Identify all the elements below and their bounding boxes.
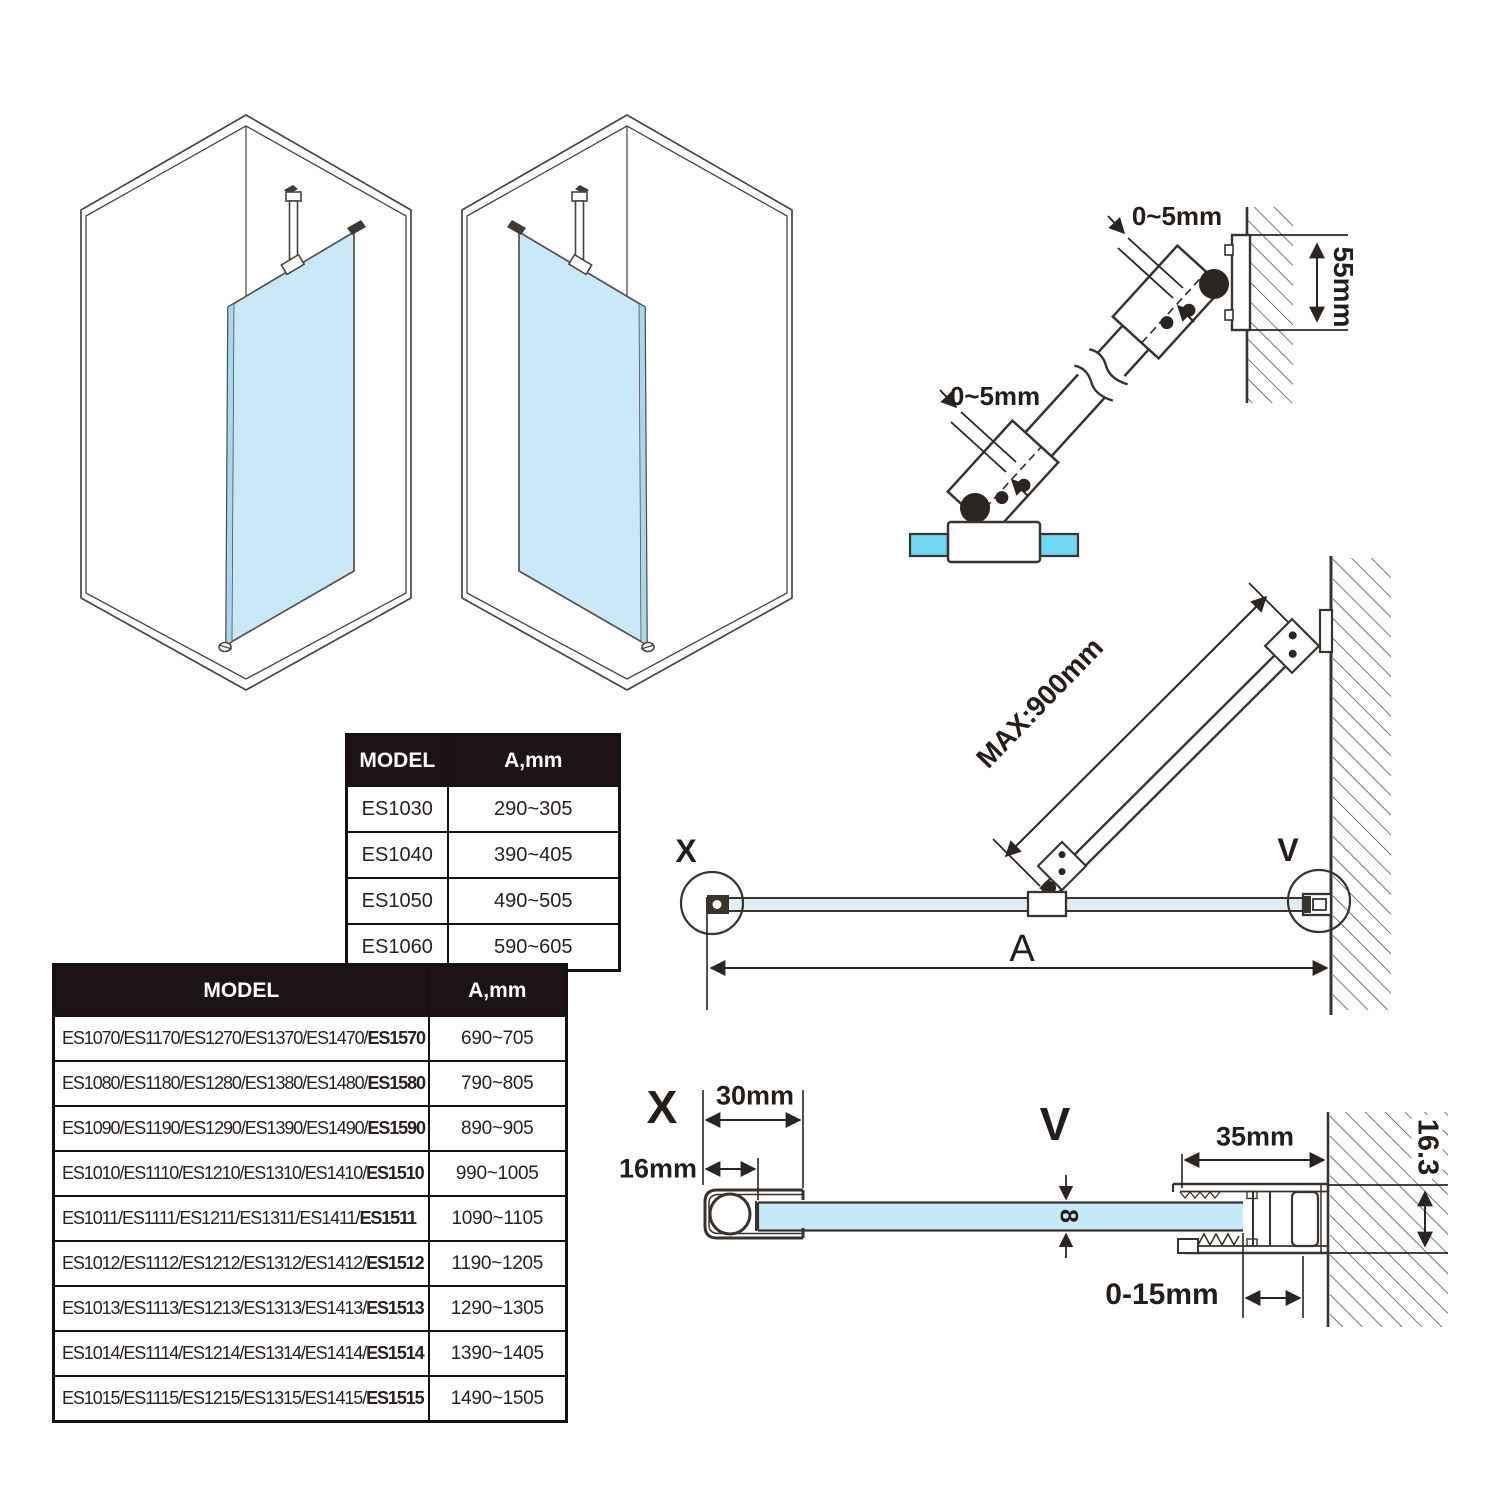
dim-label-8: 8 [1054,1209,1083,1223]
column-header-a: A,mm [429,965,567,1017]
a-cell: 1390~1405 [429,1331,567,1376]
table-row [54,1376,567,1422]
models-table-small [345,733,621,972]
dim-label-0-15mm: 0-15mm [1105,1278,1219,1311]
dim-label-a: A [1009,928,1035,970]
model-cell: ES1012/ES1112/ES1212/ES1312/ES1412/ES1512 [54,1241,429,1286]
a-cell: 590~605 [448,924,620,971]
glass-clamp-plan [1028,892,1066,916]
dim-label-max900: MAX:900mm [970,631,1110,774]
model-cell: ES1011/ES1111/ES1211/ES1311/ES1411/ES1511 [54,1196,429,1241]
a-cell: 490~505 [448,878,620,924]
a-cell: 1190~1205 [429,1241,567,1286]
model-cell: ES1080/ES1180/ES1280/ES1380/ES1480/ES1580 [54,1061,429,1106]
table-row [54,1286,567,1331]
a-cell: 1490~1505 [429,1376,567,1422]
detail-x-title: X [646,1081,678,1133]
floor-foot [219,643,232,652]
a-cell: 690~705 [429,1016,567,1061]
model-cell: ES1090/ES1190/ES1290/ES1390/ES1490/ES1590 [54,1106,429,1151]
a-cell: 390~405 [448,832,620,878]
dim-max900 [993,583,1299,886]
table-row [54,1151,567,1196]
glass-panel [219,220,366,652]
dim-label-gap-top: 0~5mm [1131,201,1223,231]
plan-view [650,550,1450,1030]
model-cell: ES1050 [347,878,448,924]
wall-hatch [1333,558,1391,1010]
iso-view-left [81,100,421,700]
model-cell: ES1070/ES1170/ES1270/ES1370/ES1470/ES1570 [54,1016,429,1061]
glass-band [758,1203,1243,1231]
wall-profile-v [1303,894,1331,915]
a-cell: 1290~1305 [429,1286,567,1331]
pivot-bolt-upper [1199,269,1229,299]
detail-v-title: V [1039,1098,1071,1150]
model-cell: ES1013/ES1113/ES1213/ES1313/ES1413/ES1513 [54,1286,429,1331]
models-table-large [52,963,568,1423]
table-row [54,1241,567,1286]
end-cap-x [707,895,729,914]
table-row [54,1331,567,1376]
table-row [54,1196,567,1241]
model-cell: ES1040 [347,832,448,878]
column-header-model: MODEL [347,735,448,787]
table-row [54,1106,567,1151]
wall-plate [1320,610,1332,652]
model-cell: ES1015/ES1115/ES1215/ES1315/ES1415/ES1515 [54,1376,429,1422]
table-row [347,878,620,924]
column-header-model: MODEL [54,965,429,1017]
dim-label-gap-bottom: 0~5mm [949,381,1041,411]
column-header-a: A,mm [448,735,620,787]
dim-label-35mm: 35mm [1215,1121,1295,1152]
table-row [347,786,620,832]
table-row [54,1061,567,1106]
wall-profile-cap [347,220,366,235]
a-cell: 790~805 [429,1061,567,1106]
model-cell: ES1014/ES1114/ES1214/ES1314/ES1414/ES1514 [54,1331,429,1376]
a-cell: 890~905 [429,1106,567,1151]
dim-label-163: 16.3 [1412,1115,1443,1179]
a-cell: 990~1005 [429,1151,567,1196]
marker-v: V [1277,832,1299,868]
marker-x: X [675,833,697,869]
model-cell: ES1060 [347,924,448,971]
table-row [347,832,620,878]
model-cell: ES1010/ES1110/ES1210/ES1310/ES1410/ES1510 [54,1151,429,1196]
table-row [54,1016,567,1061]
a-cell: 1090~1105 [429,1196,567,1241]
glass-panel-plan [707,898,1331,911]
dim-label-30mm: 30mm [715,1080,795,1111]
pivot-bolt-lower [960,493,990,523]
model-cell: ES1030 [347,786,448,832]
wall-hatch [1247,207,1293,403]
dim-label-16mm: 16mm [618,1153,698,1184]
ceiling-support-bar [281,185,304,274]
a-cell: 290~305 [448,786,620,832]
dim-label-55mm: 55mm [1328,246,1359,328]
